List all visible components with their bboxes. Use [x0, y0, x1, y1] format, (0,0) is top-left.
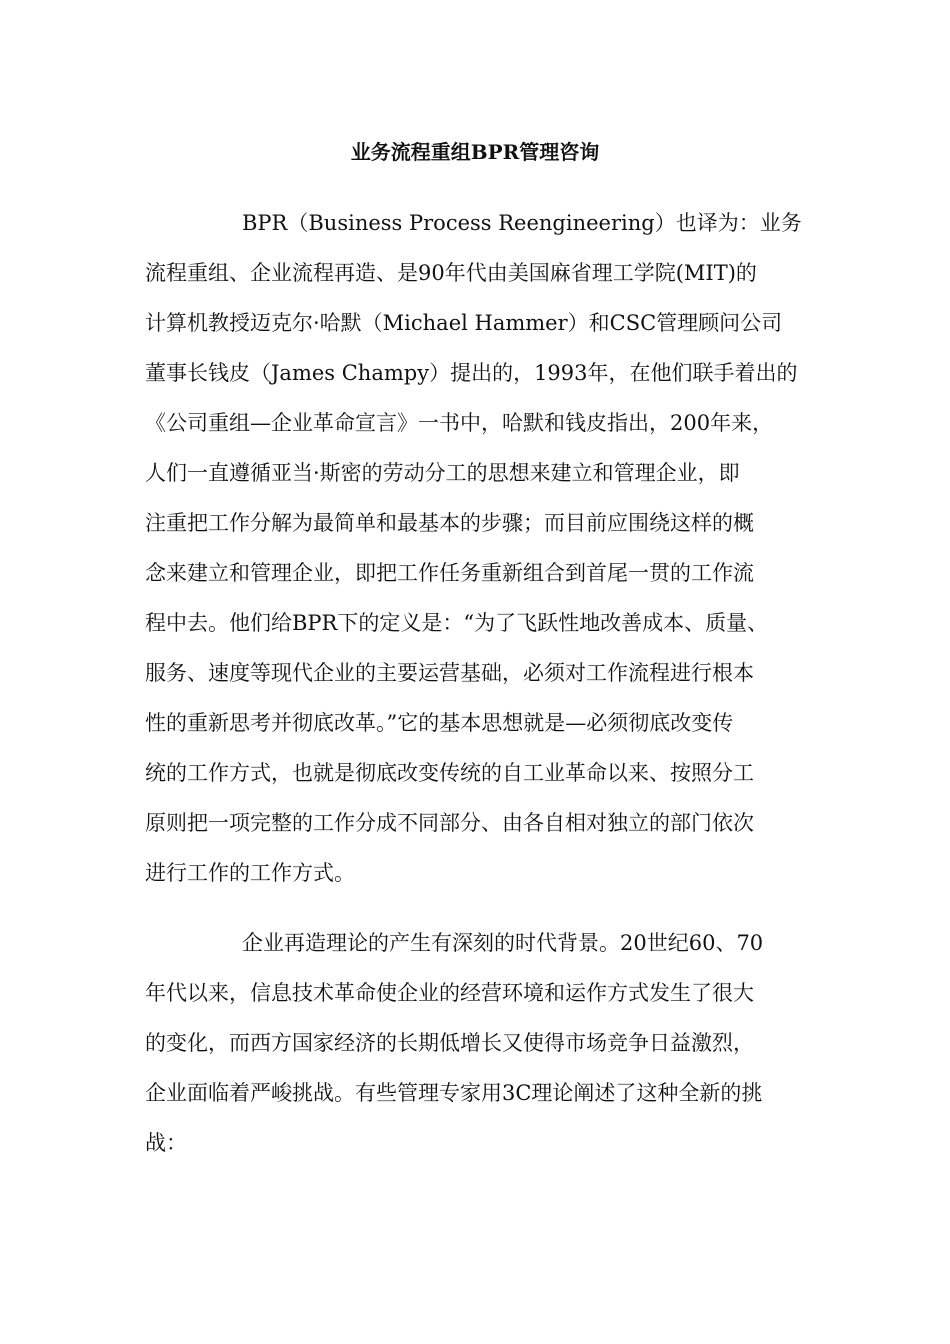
paragraph-line: 战： [145, 1131, 187, 1155]
paragraph-line: 年代以来，信息技术革命使企业的经营环境和运作方式发生了很大 [145, 981, 754, 1005]
paragraph-line: 计算机教授迈克尔·哈默（Michael Hammer）和CSC管理顾问公司 [145, 311, 783, 335]
paragraph-line: BPR（Business Process Reengineering）也译为：业务 [242, 211, 802, 235]
document-title: 业务流程重组BPR管理咨询 [350, 140, 600, 164]
paragraph-line: 注重把工作分解为最简单和最基本的步骤；而目前应围绕这样的概 [145, 511, 754, 535]
paragraph-line: 企业面临着严峻挑战。有些管理专家用3C理论阐述了这种全新的挑 [145, 1081, 763, 1105]
paragraph-line: 程中去。他们给BPR下的定义是：“为了飞跃性地改善成本、质量、 [145, 611, 769, 635]
paragraph-line: 《公司重组—企业革命宣言》一书中，哈默和钱皮指出，200年来， [145, 411, 774, 435]
paragraph-line: 流程重组、企业流程再造、是90年代由美国麻省理工学院(MIT)的 [145, 261, 757, 285]
paragraph-line: 进行工作的工作方式。 [145, 861, 355, 885]
paragraph-line: 人们一直遵循亚当·斯密的劳动分工的思想来建立和管理企业，即 [145, 461, 740, 485]
paragraph-line: 性的重新思考并彻底改革。”它的基本思想就是—必须彻底改变传 [145, 711, 734, 735]
paragraph-line: 企业再造理论的产生有深刻的时代背景。20世纪60、70 [242, 931, 764, 955]
paragraph-line: 的变化，而西方国家经济的长期低增长又使得市场竞争日益激烈， [145, 1031, 754, 1055]
paragraph-line: 董事长钱皮（James Champy）提出的，1993年，在他们联手着出的 [145, 361, 798, 385]
paragraph-line: 统的工作方式，也就是彻底改变传统的自工业革命以来、按照分工 [145, 761, 754, 785]
paragraph-line: 服务、速度等现代企业的主要运营基础，必须对工作流程进行根本 [145, 661, 754, 685]
paragraph-2 [145, 918, 810, 1168]
paragraph-line: 念来建立和管理企业，即把工作任务重新组合到首尾一贯的工作流 [145, 561, 754, 585]
paragraph-1 [145, 198, 810, 898]
paragraph-line: 原则把一项完整的工作分成不同部分、由各自相对独立的部门依次 [145, 811, 754, 835]
